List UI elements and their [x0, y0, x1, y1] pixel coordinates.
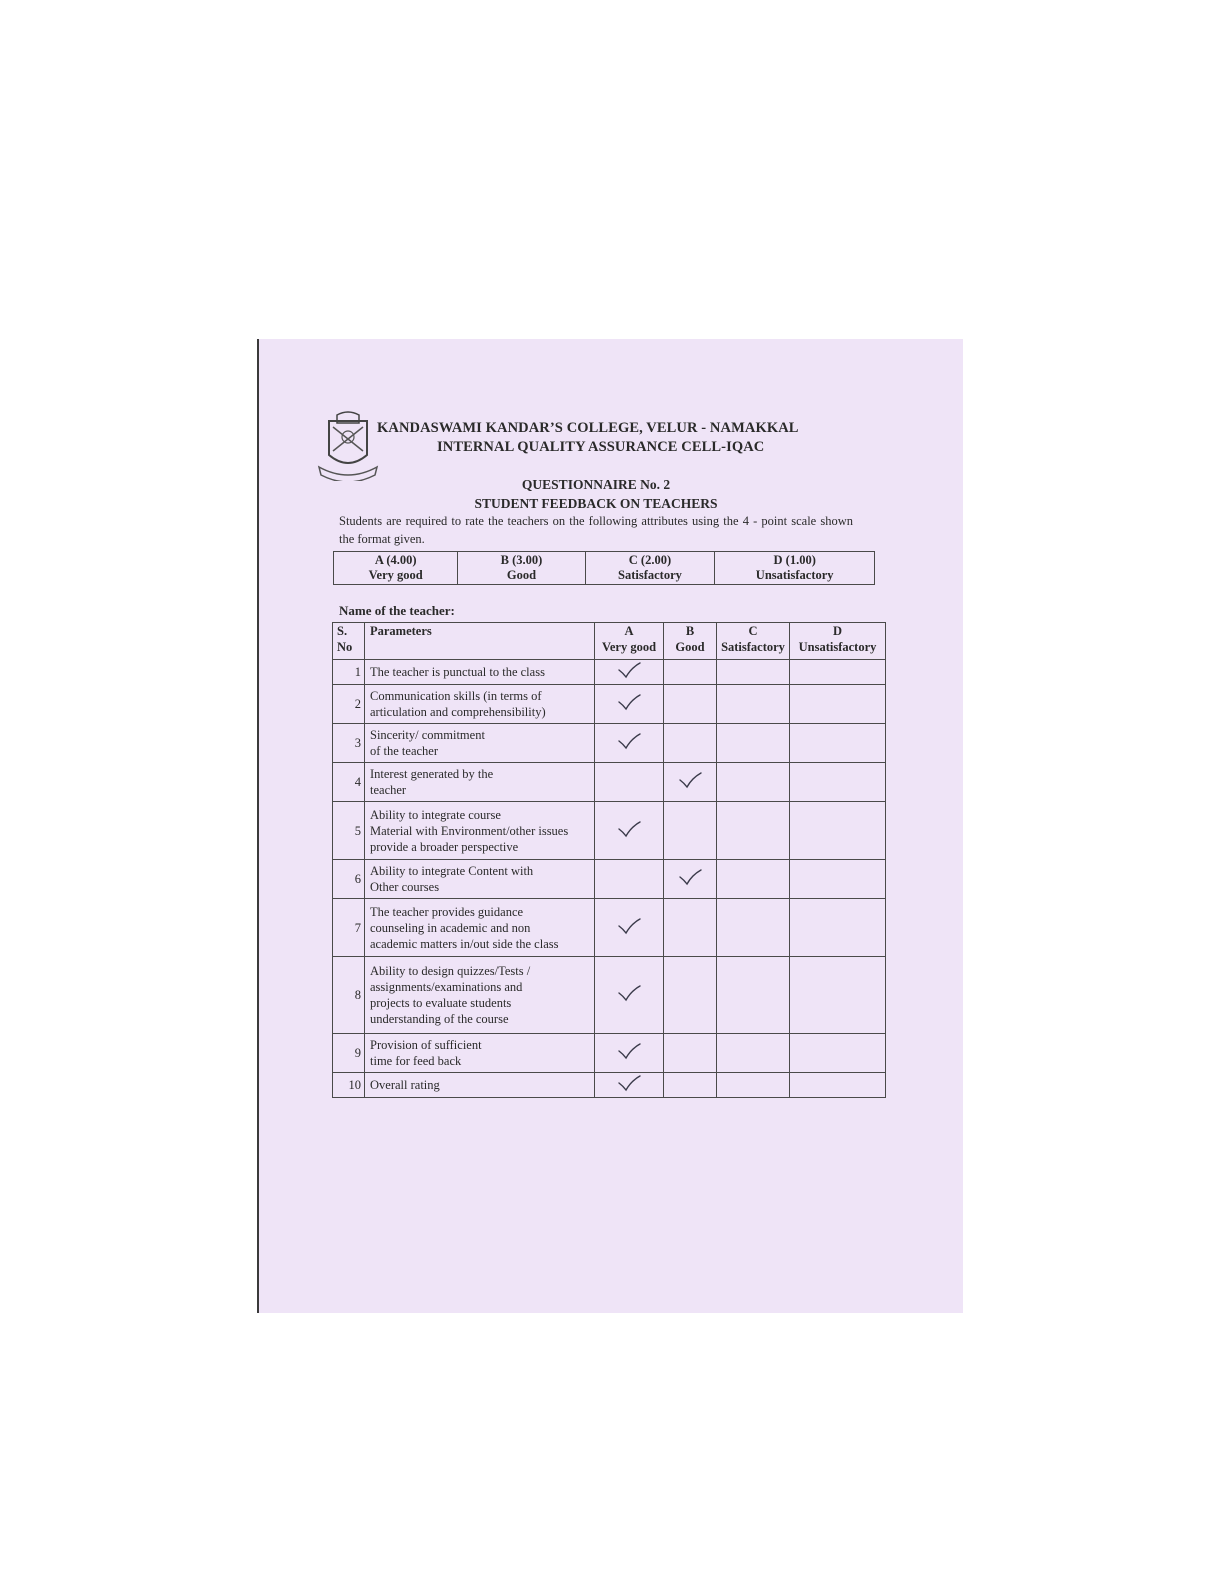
- rating-cell-a[interactable]: [595, 660, 664, 685]
- handwritten-checkmark-icon: [616, 820, 642, 838]
- parameter-line: Ability to design quizzes/Tests /: [370, 964, 531, 978]
- row-parameter: [365, 899, 595, 957]
- table-row: [333, 763, 886, 802]
- form-title: STUDENT FEEDBACK ON TEACHERS: [474, 496, 718, 511]
- parameter-line: Communication skills (in terms of: [370, 689, 542, 703]
- rating-cell-d[interactable]: [790, 899, 886, 957]
- row-sno: 4: [333, 763, 365, 802]
- parameter-line: Ability to integrate Content with: [370, 864, 534, 878]
- feedback-table-header: [333, 623, 886, 660]
- rating-cell-a[interactable]: [595, 724, 664, 763]
- table-row: [333, 899, 886, 957]
- parameter-line: Sincerity/ commitment: [370, 728, 485, 742]
- college-header: [377, 419, 817, 457]
- rating-cell-d[interactable]: [790, 724, 886, 763]
- rating-cell-d[interactable]: [790, 957, 886, 1034]
- parameter-line: Other courses: [370, 880, 440, 894]
- row-sno: 7: [333, 899, 365, 957]
- row-parameter: [365, 1073, 595, 1098]
- header-b: B Good: [664, 623, 717, 660]
- teacher-name-label: Name of the teacher:: [339, 603, 455, 618]
- handwritten-checkmark-icon: [616, 984, 642, 1002]
- form-titles: [389, 475, 803, 513]
- rating-cell-d[interactable]: [790, 685, 886, 724]
- handwritten-checkmark-icon: [677, 771, 703, 789]
- rating-cell-a[interactable]: [595, 899, 664, 957]
- rating-cell-c[interactable]: [717, 1073, 790, 1098]
- row-sno: 1: [333, 660, 365, 685]
- row-parameter: [365, 957, 595, 1034]
- instructions-text: Students are required to rate the teachers on the following attributes using the 4 - point scale shown the format given.: [339, 514, 853, 546]
- table-row: [333, 1073, 886, 1098]
- rating-cell-a[interactable]: [595, 1073, 664, 1098]
- scale-c: C (2.00) Satisfactory: [585, 552, 715, 585]
- parameter-line: Interest generated by the: [370, 767, 494, 781]
- table-row: [333, 1034, 886, 1073]
- handwritten-checkmark-icon: [616, 1074, 642, 1092]
- table-row: [333, 724, 886, 763]
- table-row: [333, 660, 886, 685]
- rating-cell-b[interactable]: [664, 860, 717, 899]
- handwritten-checkmark-icon: [616, 661, 642, 679]
- rating-cell-b[interactable]: [664, 660, 717, 685]
- iqac-cell-name: INTERNAL QUALITY ASSURANCE CELL-IQAC: [437, 439, 765, 455]
- row-sno: 3: [333, 724, 365, 763]
- row-sno: 2: [333, 685, 365, 724]
- handwritten-checkmark-icon: [616, 917, 642, 935]
- rating-cell-d[interactable]: [790, 1034, 886, 1073]
- table-row: [333, 685, 886, 724]
- questionnaire-number: QUESTIONNAIRE No. 2: [521, 477, 671, 492]
- parameter-line: understanding of the course: [370, 1012, 509, 1026]
- row-sno: 5: [333, 802, 365, 860]
- row-sno: 8: [333, 957, 365, 1034]
- parameter-line: projects to evaluate students: [370, 996, 512, 1010]
- parameter-line: assignments/examinations and: [370, 980, 523, 994]
- parameter-line: Material with Environment/other issues: [370, 823, 569, 838]
- parameter-line: of the teacher: [370, 744, 439, 758]
- row-sno: 6: [333, 860, 365, 899]
- header-c: C Satisfactory: [717, 623, 790, 660]
- scale-a: A (4.00) Very good: [334, 552, 458, 585]
- college-name: KANDASWAMI KANDAR’S COLLEGE, VELUR - NAMAKKAL: [377, 420, 799, 436]
- scale-d: D (1.00) Unsatisfactory: [715, 552, 875, 585]
- handwritten-checkmark-icon: [616, 1042, 642, 1060]
- handwritten-checkmark-icon: [616, 732, 642, 750]
- table-row: [333, 860, 886, 899]
- rating-cell-a[interactable]: [595, 860, 664, 899]
- rating-cell-c[interactable]: [717, 860, 790, 899]
- rating-cell-c[interactable]: [717, 660, 790, 685]
- row-parameter: [365, 685, 595, 724]
- table-row: [333, 802, 886, 860]
- college-emblem-icon: [317, 411, 379, 481]
- row-parameter: [365, 802, 595, 860]
- rating-cell-c[interactable]: [717, 685, 790, 724]
- rating-cell-c[interactable]: [717, 724, 790, 763]
- rating-cell-b[interactable]: [664, 899, 717, 957]
- rating-cell-c[interactable]: [717, 899, 790, 957]
- rating-cell-d[interactable]: [790, 1073, 886, 1098]
- rating-cell-b[interactable]: [664, 763, 717, 802]
- rating-cell-d[interactable]: [790, 763, 886, 802]
- rating-scale-table: [333, 551, 875, 585]
- parameter-line: time for feed back: [370, 1054, 462, 1068]
- table-row: [333, 957, 886, 1034]
- header-parameters: Parameters: [365, 623, 595, 660]
- scale-b: B (3.00) Good: [458, 552, 585, 585]
- parameter-line: teacher: [370, 783, 407, 797]
- rating-cell-b[interactable]: [664, 685, 717, 724]
- parameter-line: The teacher is punctual to the class: [370, 665, 545, 679]
- row-parameter: [365, 860, 595, 899]
- rating-cell-d[interactable]: [790, 660, 886, 685]
- parameter-line: Ability to integrate course: [370, 807, 501, 822]
- header-a: A Very good: [595, 623, 664, 660]
- row-sno: 10: [333, 1073, 365, 1098]
- rating-cell-b[interactable]: [664, 957, 717, 1034]
- rating-cell-a[interactable]: [595, 957, 664, 1034]
- header-sno: S. No: [333, 623, 365, 660]
- handwritten-checkmark-icon: [616, 693, 642, 711]
- parameter-line: provide a broader perspective: [370, 839, 519, 854]
- parameter-line: articulation and comprehensibility): [370, 705, 546, 719]
- row-parameter: [365, 724, 595, 763]
- rating-cell-b[interactable]: [664, 1034, 717, 1073]
- parameter-line: counseling in academic and non: [370, 920, 531, 935]
- rating-cell-c[interactable]: [717, 802, 790, 860]
- rating-cell-a[interactable]: [595, 685, 664, 724]
- parameter-line: The teacher provides guidance: [370, 904, 524, 919]
- rating-cell-a[interactable]: [595, 802, 664, 860]
- rating-cell-b[interactable]: [664, 802, 717, 860]
- rating-cell-c[interactable]: [717, 957, 790, 1034]
- parameter-line: Overall rating: [370, 1078, 440, 1092]
- rating-cell-c[interactable]: [717, 1034, 790, 1073]
- rating-cell-d[interactable]: [790, 802, 886, 860]
- row-sno: 9: [333, 1034, 365, 1073]
- handwritten-checkmark-icon: [677, 868, 703, 886]
- rating-cell-a[interactable]: [595, 1034, 664, 1073]
- feedback-table: [332, 622, 886, 1098]
- header-d: D Unsatisfactory: [790, 623, 886, 660]
- parameter-line: Provision of sufficient: [370, 1038, 482, 1052]
- row-parameter: [365, 660, 595, 685]
- feedback-form-sheet: [257, 339, 963, 1313]
- rating-cell-d[interactable]: [790, 860, 886, 899]
- rating-cell-c[interactable]: [717, 763, 790, 802]
- rating-cell-b[interactable]: [664, 724, 717, 763]
- parameter-line: academic matters in/out side the class: [370, 936, 559, 951]
- rating-cell-b[interactable]: [664, 1073, 717, 1098]
- rating-cell-a[interactable]: [595, 763, 664, 802]
- row-parameter: [365, 763, 595, 802]
- row-parameter: [365, 1034, 595, 1073]
